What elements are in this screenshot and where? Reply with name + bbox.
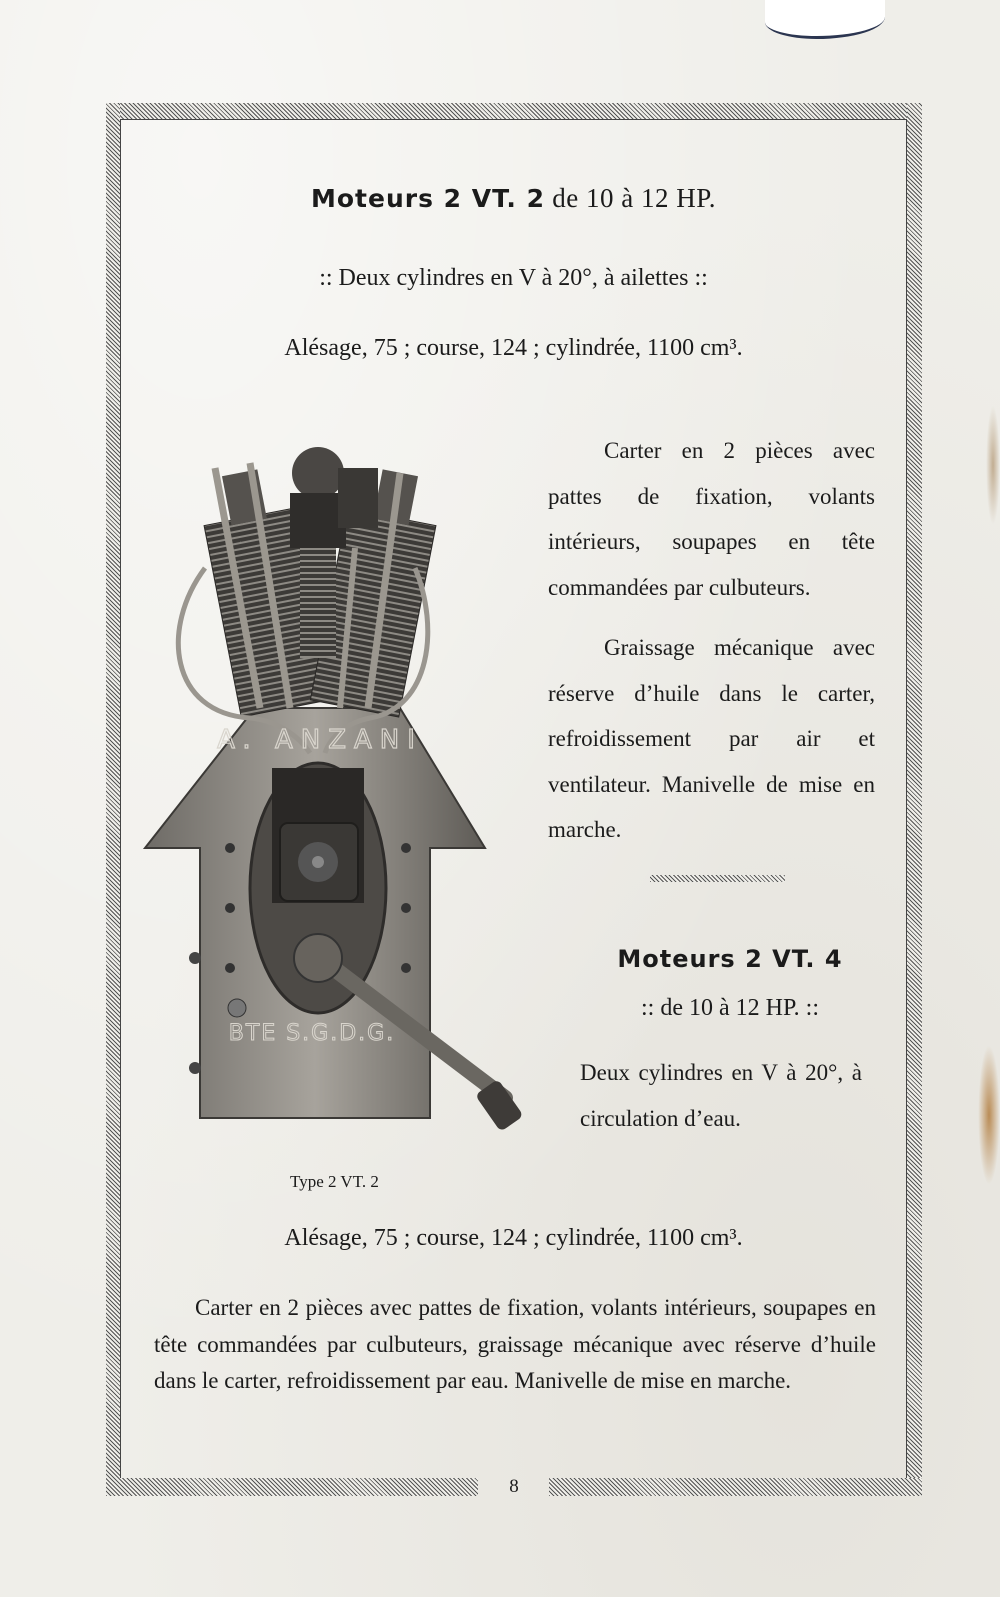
page-number: 8 <box>509 1476 519 1497</box>
border-frame-bottom-left <box>106 1478 478 1496</box>
section1-description <box>548 428 875 853</box>
engine-illustration <box>140 428 540 1168</box>
section1-desc-p1: Carter en 2 pièces avec pattes de fixation, volants intérieurs, soupapes en tête commandées par culbuteurs. <box>548 438 875 600</box>
section2-desc: Deux cylindres en V à 20°, à circulation d’eau. <box>580 1060 862 1131</box>
border-frame-bottom-right <box>549 1478 922 1496</box>
border-inner-line <box>120 119 121 1478</box>
plate-lettering: BTE S.G.D.G. <box>228 1021 396 1046</box>
section1-title <box>120 183 907 214</box>
stain <box>986 405 1000 525</box>
section2-subtitle: :: de 10 à 12 HP. :: <box>641 995 819 1021</box>
border-inner-line <box>120 119 907 120</box>
section2-spec: Alésage, 75 ; course, 124 ; cylindrée, 1100 cm³. <box>284 1225 743 1251</box>
crankcase-lettering: A. ANZANI <box>217 725 423 755</box>
section2-description <box>580 1050 862 1141</box>
section-divider <box>650 875 785 882</box>
stain <box>978 1045 1000 1185</box>
section1-spec: Alésage, 75 ; course, 124 ; cylindrée, 1100 cm³. <box>284 335 743 361</box>
figure-caption: Type 2 VT. 2 <box>290 1172 379 1191</box>
border-frame-top <box>106 103 922 119</box>
border-inner-line <box>906 119 907 1478</box>
section1-title-rest: de 10 à 12 HP. <box>552 183 716 213</box>
section2-paragraph: Carter en 2 pièces avec pattes de fixation, volants intérieurs, soupapes en tête commandées par culbuteurs, graissage mécanique avec réserve d’huile dans le carter, refroidissement par eau. Manivelle de mise en marche. <box>154 1295 876 1393</box>
section1-title-bold: Moteurs 2 VT. 2 <box>311 184 545 213</box>
section2-title: Moteurs 2 VT. 4 <box>617 945 843 973</box>
section1-desc-p2: Graissage mécanique avec réserve d’huile dans le carter, refroidissement par air et ventilateur. Manivelle de mise en marche. <box>548 635 875 842</box>
border-frame-left <box>106 103 120 1496</box>
border-frame-right <box>907 103 922 1496</box>
section1-subtitle: :: Deux cylindres en V à 20°, à ailettes :: <box>319 265 708 291</box>
